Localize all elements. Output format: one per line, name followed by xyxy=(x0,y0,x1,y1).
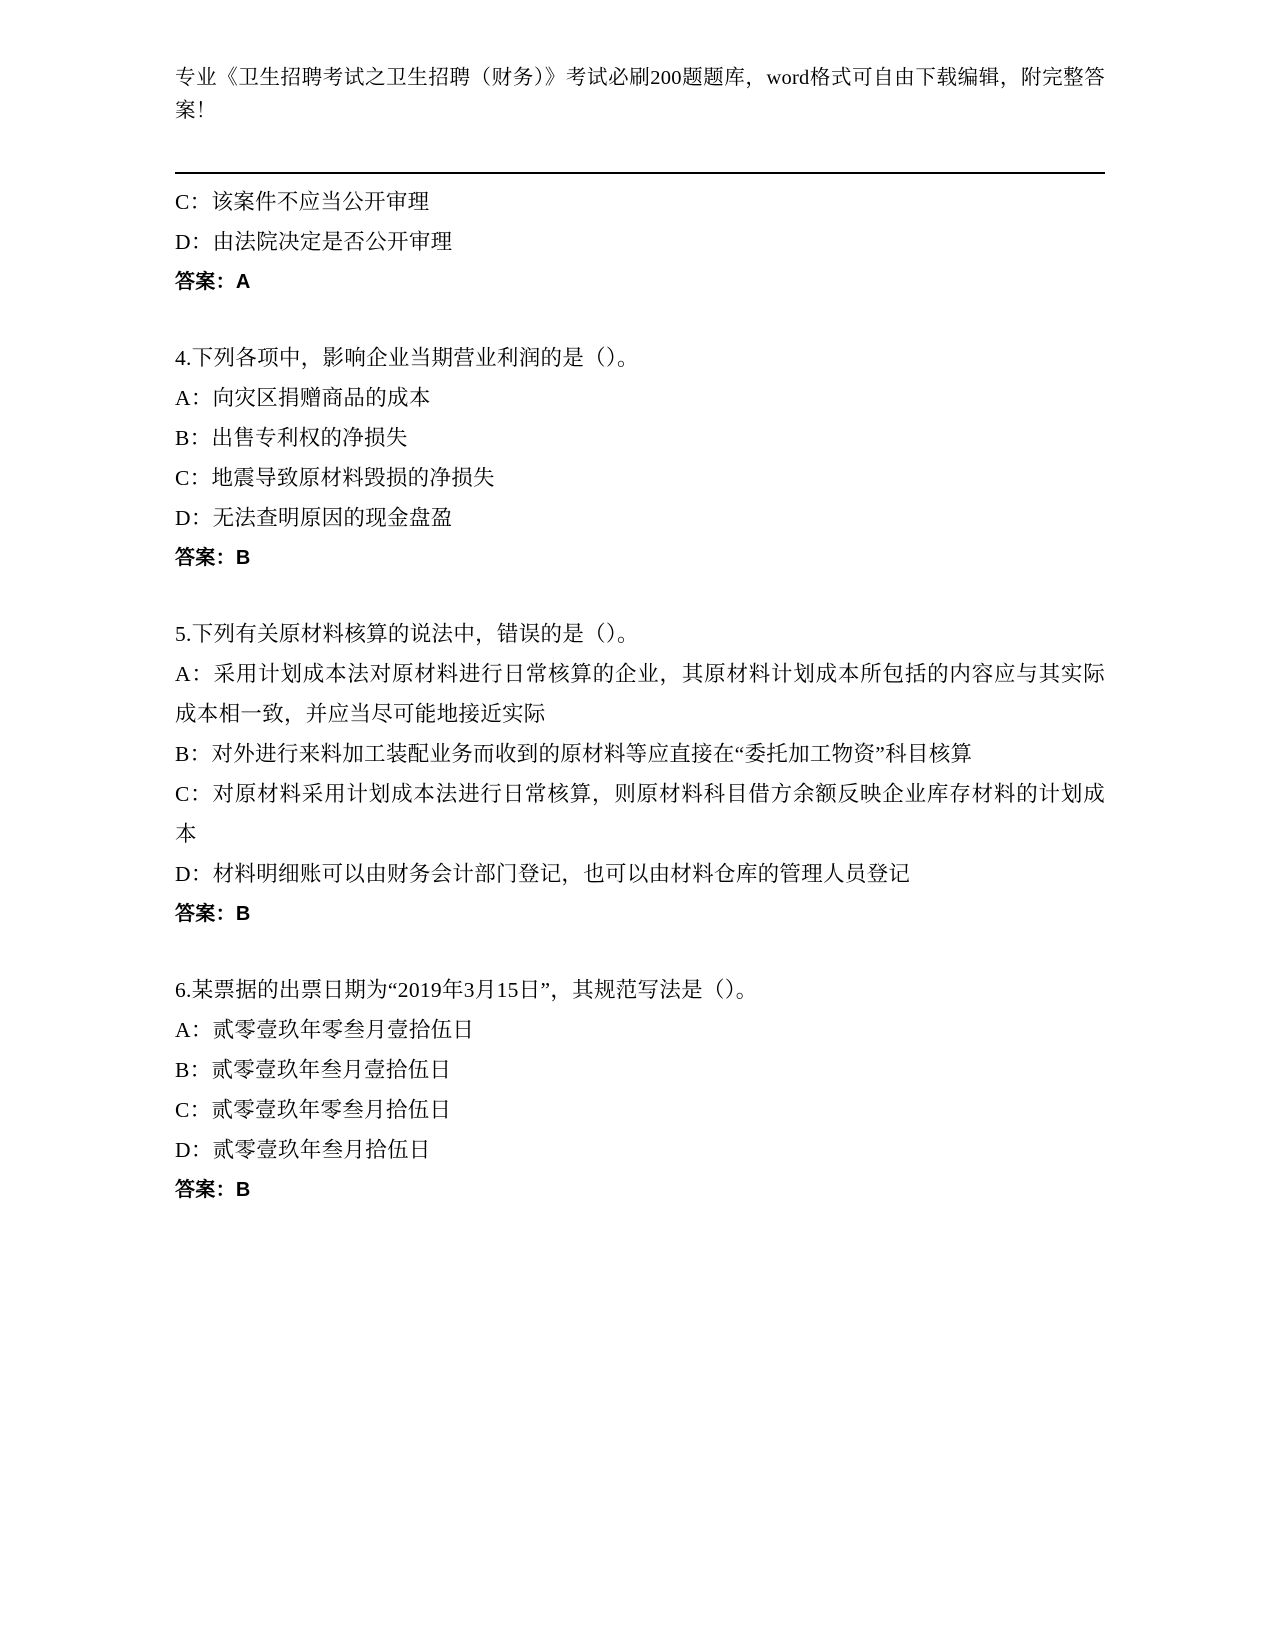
document-body xyxy=(175,182,1105,1210)
option-item: B：对外进行来料加工装配业务而收到的原材料等应直接在“委托加工物资”科目核算 xyxy=(175,742,973,766)
option-item: D：由法院决定是否公开审理 xyxy=(175,230,453,254)
question-block xyxy=(175,338,1105,578)
answer-value: A xyxy=(235,271,251,293)
answer-value: B xyxy=(235,903,251,925)
question-block xyxy=(175,970,1105,1210)
option-item: C：对原材料采用计划成本法进行日常核算，则原材料科目借方余额反映企业库存材料的计划成本 xyxy=(175,782,1105,846)
answer-value: B xyxy=(235,547,251,569)
question-stem: 5.下列有关原材料核算的说法中，错误的是（）。 xyxy=(175,622,639,646)
option-item: B：贰零壹玖年叁月壹拾伍日 xyxy=(175,1058,452,1082)
option-item: A：采用计划成本法对原材料进行日常核算的企业，其原材料计划成本所包括的内容应与其实际成本相一致，并应当尽可能地接近实际 xyxy=(175,662,1105,726)
block-spacer xyxy=(175,302,1105,338)
option-item: D：无法查明原因的现金盘盈 xyxy=(175,506,453,530)
answer-value: B xyxy=(235,1179,251,1201)
answer-label: 答案： xyxy=(175,903,236,925)
question-block xyxy=(175,182,1105,302)
block-spacer xyxy=(175,578,1105,614)
question-stem: 6.某票据的出票日期为“2019年3月15日”，其规范写法是（）。 xyxy=(175,978,758,1002)
page-header: 专业《卫生招聘考试之卫生招聘（财务）》考试必刷200题题库，word格式可自由下载编辑，附完整答案！ xyxy=(175,67,1105,122)
question-block xyxy=(175,614,1105,934)
option-item: D：贰零壹玖年叁月拾伍日 xyxy=(175,1138,431,1162)
option-item: C：地震导致原材料毁损的净损失 xyxy=(175,466,495,490)
header-divider xyxy=(175,172,1105,174)
answer-line xyxy=(175,894,1105,934)
option-item: A：贰零壹玖年零叁月壹拾伍日 xyxy=(175,1018,475,1042)
option-item: B：出售专利权的净损失 xyxy=(175,426,408,450)
answer-label: 答案： xyxy=(175,1179,236,1201)
block-spacer xyxy=(175,934,1105,970)
option-item: C：该案件不应当公开审理 xyxy=(175,190,430,214)
answer-line xyxy=(175,1170,1105,1210)
answer-line xyxy=(175,262,1105,302)
option-item: C：贰零壹玖年零叁月拾伍日 xyxy=(175,1098,452,1122)
answer-label: 答案： xyxy=(175,271,236,293)
answer-line xyxy=(175,538,1105,578)
answer-label: 答案： xyxy=(175,547,236,569)
option-item: D：材料明细账可以由财务会计部门登记，也可以由材料仓库的管理人员登记 xyxy=(175,862,911,886)
option-item: A：向灾区捐赠商品的成本 xyxy=(175,386,431,410)
question-stem: 4.下列各项中，影响企业当期营业利润的是（）。 xyxy=(175,346,639,370)
